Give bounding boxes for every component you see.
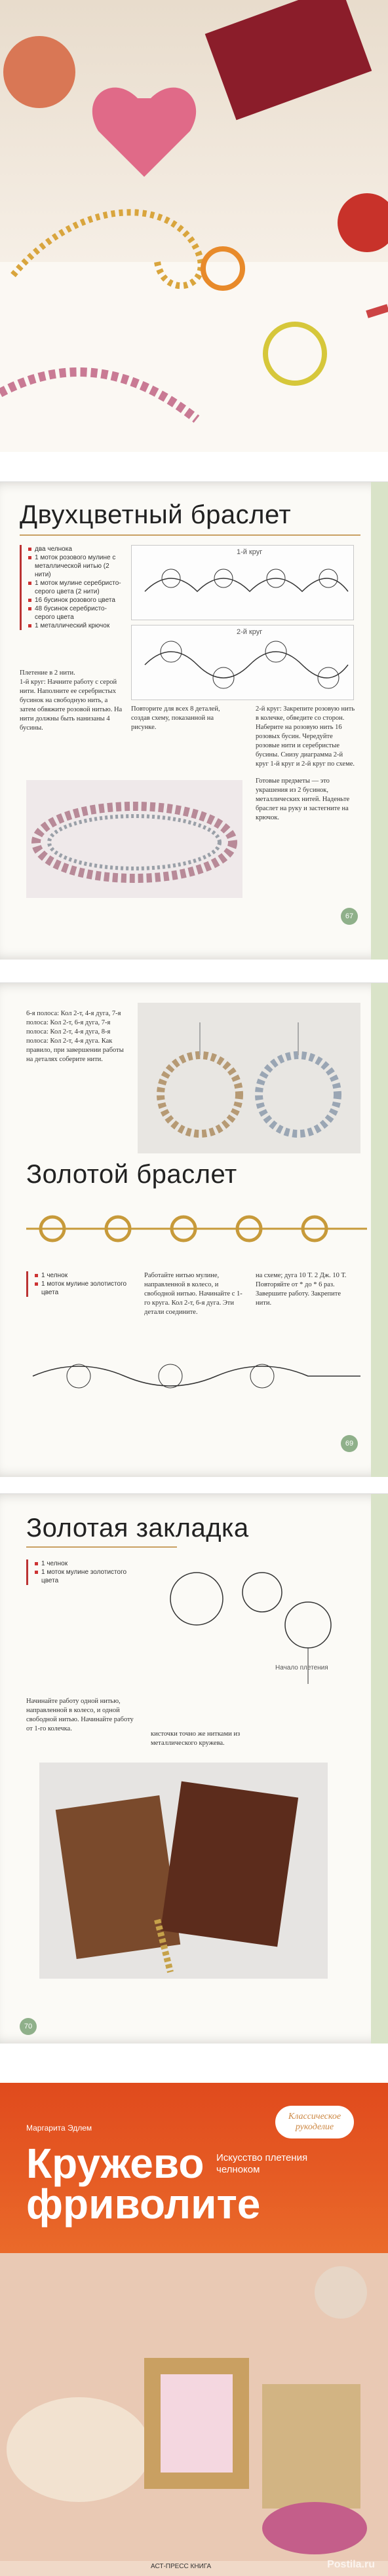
- material-item: два челнока: [28, 545, 125, 553]
- material-item: 1 моток мулине золотистого цвета: [35, 1568, 131, 1585]
- title-underline: [20, 534, 360, 536]
- instructions-col2: Работайте нитью мулине, направленной в колесо, и свободной нитью. Начинайте с 1-го круга. Кол 2-т, 6-я дуга. Эти детали соедините.: [144, 1272, 242, 1316]
- page-two-color-bracelet: [0, 481, 388, 960]
- page-number: 69: [341, 1435, 358, 1452]
- heart-box: [92, 88, 196, 177]
- intro-text: 6-я полоса: Кол 2-т, 4-я дуга, 7-я полоса: Кол 2-т, 6-я дуга, 7-я полоса: Кол 2-т, 4-я дуга, 8-я полоса: Кол 2-т, 4-я дуга. Как правило, при завершении работы на деталях соберите нити.: [26, 1010, 124, 1063]
- materials-list: [26, 1559, 131, 1585]
- page-number: 70: [20, 2018, 37, 2035]
- earrings-photo: [138, 1003, 360, 1153]
- diagram-label: 2-й круг: [237, 628, 263, 636]
- gold-lace-chain: [13, 212, 201, 286]
- gold-bracelet-diagram: [26, 1350, 367, 1409]
- instructions-col3b: Готовые предметы — это украшения из 2 бусинок, металлических нитей. Наденьте браслет на руку и застегните на крючок.: [256, 777, 350, 821]
- cover-subtitle: Искусство плетения челноком: [216, 2152, 308, 2175]
- diagram-round-2: [131, 625, 354, 700]
- tatting-diagram-2: [132, 625, 353, 700]
- page-gold-bracelet: [0, 982, 388, 1477]
- orange-ring: [203, 249, 242, 288]
- diagram-round-1: [131, 545, 354, 620]
- red-lace-edge: [367, 308, 388, 314]
- cover-title-line2: фриволите: [26, 2180, 261, 2228]
- instructions-col2: кисточки точно же нитками из металлического кружева.: [151, 1730, 241, 1747]
- page-number: 67: [341, 908, 358, 925]
- pink-lace-edging: [0, 372, 197, 419]
- instructions-col3: 2-й круг: Закрепите розовую нить в колечке, обведите со сторон. Наберите на розовую нить 16 розовых бусин. Чередуйте розовые нити и серебристые бусины. Снизу диаграмма 2-й круг 1-й круг и 2-й круг по схеме.: [256, 705, 355, 768]
- title-underline: [26, 1546, 177, 1548]
- cover-photo: [0, 2253, 388, 2561]
- lace-ball: [3, 36, 75, 108]
- photo-page: [0, 0, 388, 452]
- material-item: 48 бусинок серебристо-серого цвета: [28, 605, 125, 622]
- red-lace-ball: [338, 193, 388, 252]
- diagram-label: 1-й круг: [237, 548, 263, 556]
- page-title: Золотая закладка: [26, 1514, 249, 1542]
- page-edge-tab: [371, 482, 388, 960]
- diagram-label: Начало плетения: [275, 1664, 328, 1671]
- book-cover: [0, 2083, 388, 2576]
- cover-author: Маргарита Эдлем: [26, 2123, 92, 2133]
- materials-list: [26, 1271, 131, 1297]
- instructions-col1: Плетение в 2 нити. 1-й круг: Начните работу с серой нити. Наполните ее серебристых бусинок на свободную нить, а затем обвяжите розовой нитью. На нити должны быть нанизаны 4 бусины.: [20, 669, 123, 732]
- material-item: 1 моток мулине серебристо-серого цвета (2 нити): [28, 579, 125, 596]
- yellow-ring: [265, 324, 324, 383]
- watermark: Postila.ru: [327, 2559, 375, 2570]
- material-item: 1 челнок: [35, 1271, 131, 1280]
- red-book: [205, 0, 372, 120]
- page-title: Двухцветный браслет: [20, 500, 292, 529]
- page-edge-tab: [371, 1494, 388, 2044]
- instructions-col3: на схеме; дуга 10 Т. 2 Дж. 10 Т. Повторяйте от * до * 6 раз. Завершите работу. Закрепите нити.: [256, 1272, 347, 1307]
- books-photo: [39, 1763, 328, 1979]
- lace-photo: [0, 0, 388, 452]
- instructions-col1: Начинайте работу одной нитью, направленной в колесо, и одной свободной нитью. Начинайте работу от 1-го колечка.: [26, 1698, 134, 1732]
- material-item: 1 металлический крючок: [28, 622, 125, 630]
- page-gold-bookmark: [0, 1493, 388, 2044]
- material-item: 1 челнок: [35, 1559, 131, 1568]
- publisher-name: АСТ-ПРЕСС КНИГА: [151, 2563, 212, 2570]
- tatting-diagram-1: [132, 546, 353, 620]
- material-item: 1 моток мулине золотистого цвета: [35, 1280, 131, 1297]
- materials-list: [20, 545, 125, 630]
- page-edge-tab: [371, 983, 388, 1477]
- cover-title-line1: Кружево: [26, 2140, 204, 2187]
- gold-bracelet-photo: [26, 1203, 367, 1255]
- bracelet-photo: [26, 780, 242, 898]
- series-badge: Классическое рукоделие: [275, 2106, 354, 2138]
- instructions-col2: Повторите для всех 8 деталей, создав схему, показанной на рисунке.: [131, 705, 220, 731]
- material-item: 1 моток розового мулине с металлической нитью (2 нити): [28, 553, 125, 579]
- page-title: Золотой браслет: [26, 1160, 237, 1189]
- material-item: 16 бусинок розового цвета: [28, 596, 125, 605]
